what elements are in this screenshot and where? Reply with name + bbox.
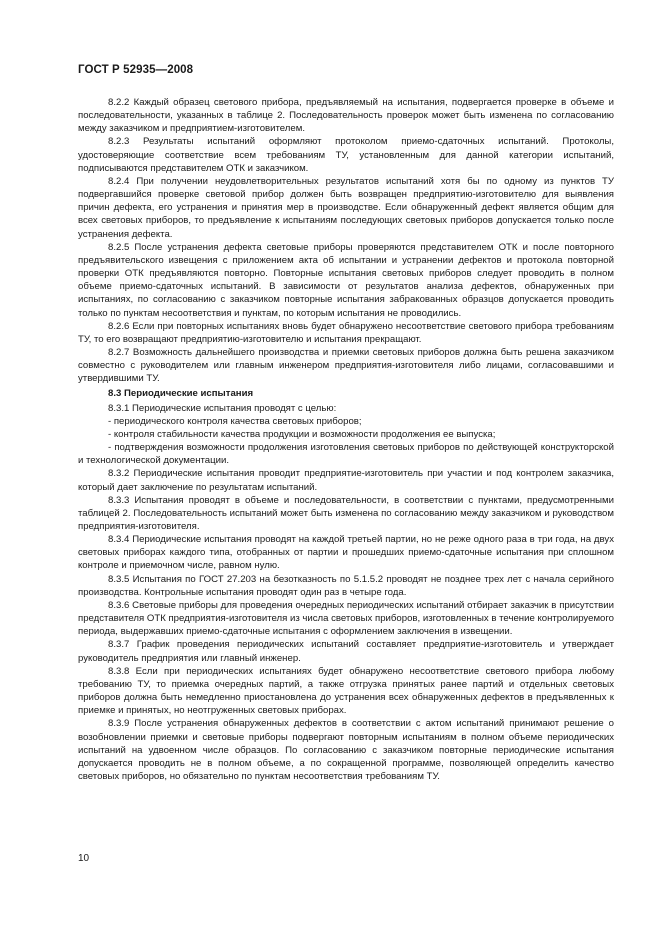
paragraph-8-2-5: 8.2.5 После устранения дефекта световые приборы проверяются представителем ОТК и после повторного предъявительского извещения с приложением акта об испытании и устранении дефектов и протокола повторной проверки ОТК предъявляются повторно. Повторные испытания световых приборов следует проводить в полном объеме приемо-сдаточных испытаний. В зависимости от результатов анализа дефектов, обнаруженных при испытаниях, по согласованию с заказчиком повторные испытания забракованных образцов допускается проводить только по пунктам несоответствия и пунктам, по которым испытания не проводились. bbox=[78, 241, 614, 319]
section-heading-8-3: 8.3 Периодические испытания bbox=[108, 388, 254, 400]
page-number: 10 bbox=[78, 853, 90, 864]
paragraph-8-2-3: 8.2.3 Результаты испытаний оформляют протоколом приемо-сдаточных испытаний. Протоколы, удостоверяющие соответствие всем требованиям ТУ, установленным для данной категории испытаний, подписываются представителем ОТК и заказчиком. bbox=[78, 136, 614, 174]
paragraph-8-2-6: 8.2.6 Если при повторных испытаниях вновь будет обнаружено несоответствие светового прибора требованиям ТУ, то его возвращают предприятию-изготовителю и испытания прекращают. bbox=[78, 320, 614, 345]
paragraph-8-3-9: 8.3.9 После устранения обнаруженных дефектов в соответствии с актом испытаний принимают решение о возобновлении приемки и световые приборы подвергают повторным испытаниям в полном объеме периодических испытаний на удвоенном числе образцов. По согласованию с заказчиком повторные периодические испытания допускается проводить не в полном объеме, а по сокращенной программе, позволяющей определить качество световых приборов, но обязательно по пунктам несоответствия требованиям ТУ. bbox=[78, 718, 614, 782]
paragraph-8-3-4: 8.3.4 Периодические испытания проводят на каждой третьей партии, но не реже одного раза в три года, на двух световых приборах каждого типа, отобранных от партии и прошедших приемо-сдаточные испытания при сплошном контроле и приемочном числе, равном нулю. bbox=[78, 534, 614, 572]
paragraph-8-3-3: 8.3.3 Испытания проводят в объеме и последовательности, в соответствии с пунктами, предусмотренными таблицей 2. Последовательность испытаний может быть изменена по согласованию между заказчиком и руководством предприятия-изготовителя. bbox=[78, 494, 614, 532]
paragraph-8-3-5: 8.3.5 Испытания по ГОСТ 27.203 на безотказность по 5.1.5.2 проводят не позднее трех лет с начала серийного производства. Контрольные испытания проводят один раз в четыре года. bbox=[78, 573, 614, 598]
paragraph-8-2-7: 8.2.7 Возможность дальнейшего производства и приемки световых приборов должна быть решена заказчиком совместно с руководителем или главным инженером предприятия-изготовителя либо лицами, согласовавшими и утвердившими ТУ. bbox=[78, 346, 614, 385]
paragraph-8-3-1: 8.3.1 Периодические испытания проводят с целью: bbox=[108, 402, 337, 414]
paragraph-8-3-8: 8.3.8 Если при периодических испытаниях будет обнаружено несоответствие светового прибора любому требованию ТУ, то приемка очередных партий, а также отгрузка принятых ранее партий и отдельных световых приборов должна быть немедленно приостановлена до устранения всех обнаруженных дефектов в предъявленных к приемке и принятых, но неотгруженных световых приборах. bbox=[78, 665, 614, 717]
list-item: - контроля стабильности качества продукции и возможности продолжения ее выпуска; bbox=[108, 428, 496, 440]
document-header: ГОСТ Р 52935—2008 bbox=[78, 64, 194, 76]
paragraph-8-2-4: 8.2.4 При получении неудовлетворительных результатов испытаний хотя бы по одному из пунктов ТУ подвергавшийся проверке световой прибор должен быть возвращен предприятию-изготовителю для выявления причин дефекта, его устранения и принятия мер в производстве. Если обнаруженный дефект является общим для всех световых приборов, то предъявление к испытаниям последующих световых приборов допускается только после устранения дефекта. bbox=[78, 175, 614, 240]
paragraph-8-3-7: 8.3.7 График проведения периодических испытаний составляет предприятие-изготовитель и утверждает руководитель предприятия или главный инженер. bbox=[78, 639, 614, 664]
paragraph-8-3-2: 8.3.2 Периодические испытания проводит предприятие-изготовитель при участии и под контролем заказчика, который дает заключение по результатам испытаний. bbox=[78, 468, 614, 493]
paragraph-8-2-2: 8.2.2 Каждый образец светового прибора, предъявляемый на испытания, подвергается проверке в объеме и последовательности, указанных в таблице 2. Последовательность проверок может быть изменена по согласованию между заказчиком и предприятием-изготовителем. bbox=[78, 97, 614, 135]
list-item: - подтверждения возможности продолжения изготовления световых приборов по действующей конструкторской и технологической документации. bbox=[78, 442, 614, 467]
list-item: - периодического контроля качества световых приборов; bbox=[108, 415, 362, 427]
document-body bbox=[78, 96, 614, 783]
paragraph-8-3-6: 8.3.6 Световые приборы для проведения очередных периодических испытаний отбирает заказчик в присутствии представителя ОТК предприятия-изготовителя из числа световых приборов, изготовленных в течение контролируемого периода, выдержавших приемо-сдаточные испытания с оформлением заключения в извещении. bbox=[78, 599, 615, 638]
